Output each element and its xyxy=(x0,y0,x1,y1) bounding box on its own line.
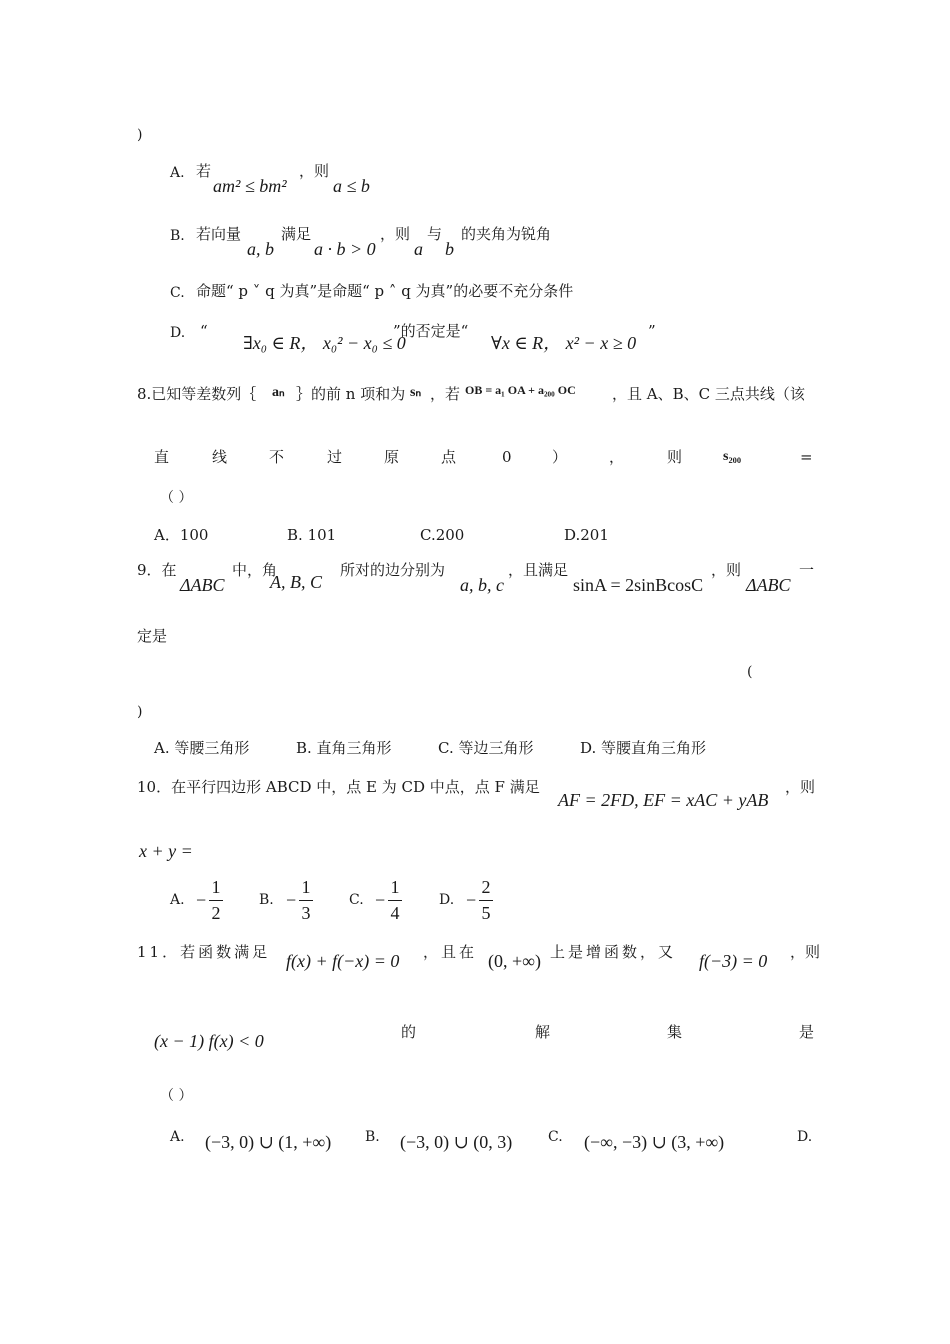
q10-option-a-fraction xyxy=(209,877,223,924)
fraction-numerator: 1 xyxy=(211,877,221,897)
q7-option-d-quote-close: ” xyxy=(648,322,656,340)
q7-option-b-text: 若向量 xyxy=(196,225,242,243)
fraction-bar xyxy=(388,900,402,901)
q9-option-d: D. 等腰直角三角形 xyxy=(580,739,707,757)
q7-option-d-math: ∃x₀ ∈ R， x₀² − x₀ ≤ 0 xyxy=(243,333,406,353)
q10-option-d-fraction xyxy=(479,877,493,924)
q11-option-b-label: B. xyxy=(365,1129,380,1145)
q8-line2-char: 线 xyxy=(212,448,228,466)
q11-answer-paren: （ ） xyxy=(160,1088,193,1104)
q7-option-a-math2: a ≤ b xyxy=(333,176,370,196)
fraction-numerator: 2 xyxy=(481,877,491,897)
q9-number: 9．在 xyxy=(137,561,177,579)
q11-line2-char: 是 xyxy=(799,1023,815,1041)
q10-option-c-sign: − xyxy=(375,890,386,910)
q7-option-b-math: a, b xyxy=(247,239,274,259)
q8-option-a: A．100 xyxy=(154,526,209,544)
q7-option-b-text3: ，则 xyxy=(380,225,411,243)
q11-root: f(−3) = 0 xyxy=(699,951,768,971)
q7-option-b-math4: b xyxy=(445,239,454,259)
q7-option-a-text: 若 xyxy=(196,162,212,180)
q9-text2: 所对的边分别为 xyxy=(340,561,446,579)
q9-option-c: C. 等边三角形 xyxy=(438,739,534,757)
q11-interval: (0, +∞) xyxy=(488,951,541,971)
q8-stem-part4: ，且 A、B、C 三点共线（该 xyxy=(612,385,805,403)
q7-option-b-text4: 与 xyxy=(427,225,443,243)
q11-condition: f(x) + f(−x) = 0 xyxy=(286,951,400,971)
q8-sn-symbol: sₙ xyxy=(410,385,422,400)
q7-option-d-math2: ∀x ∈ R， x² − x ≥ 0 xyxy=(491,333,637,353)
q8-vector-equation: OB = a₁ OA + a₂₀₀ OC xyxy=(465,383,576,397)
q9-paren-close: ) xyxy=(137,704,143,720)
q10-option-d-sign: − xyxy=(466,890,477,910)
q9-paren-open: ( xyxy=(747,664,753,680)
q9-text5: 一 xyxy=(799,561,815,579)
fraction-numerator: 1 xyxy=(301,877,311,897)
q11-option-a-math: (−3, 0) ∪ (1, +∞) xyxy=(205,1132,332,1152)
q11-line2-char: 集 xyxy=(667,1023,683,1041)
q11-line2-char: 解 xyxy=(535,1023,551,1041)
fraction-denominator: 2 xyxy=(211,903,221,923)
q7-option-b-text5: 的夹角为锐角 xyxy=(461,225,552,243)
q9-triangle: ΔABC xyxy=(180,575,225,595)
fraction-denominator: 3 xyxy=(301,903,311,923)
q10-condition: AF = 2FD, EF = xAC + yAB xyxy=(558,790,769,810)
q7-option-b-math2: a · b > 0 xyxy=(314,239,376,259)
q11-option-c-math: (−∞, −3) ∪ (3, +∞) xyxy=(584,1132,725,1152)
q10-then: ，则 xyxy=(785,778,816,796)
q9-option-a: A. 等腰三角形 xyxy=(154,739,250,757)
q8-an-symbol: aₙ xyxy=(272,385,285,400)
q10-option-a-label: A. xyxy=(170,892,185,908)
q11-inequality: (x − 1) f(x) < 0 xyxy=(154,1031,264,1051)
q8-option-b: B. 101 xyxy=(287,526,337,544)
q9-condition: sinA = 2sinBcosC xyxy=(573,575,704,595)
q7-option-a-then: ，则 xyxy=(299,162,330,180)
q7-option-d-label: D. xyxy=(170,325,186,341)
q8-line2-char: 不 xyxy=(269,448,285,466)
q10-option-c-label: C. xyxy=(349,892,364,908)
q7-option-b-label: B. xyxy=(170,228,185,244)
q7-option-c-label: C. xyxy=(170,285,185,301)
q8-line2-char: 则 xyxy=(667,448,683,466)
q8-option-d: D.201 xyxy=(564,526,609,544)
q8-line2-char: ） xyxy=(552,448,568,466)
fraction-denominator: 5 xyxy=(481,903,491,923)
q8-stem-part3: ，若 xyxy=(430,385,461,403)
q11-option-c-label: C. xyxy=(548,1129,563,1145)
q7-option-d-quote-open: “ xyxy=(200,322,208,340)
q8-line2-char: ， xyxy=(609,448,625,466)
fraction-bar xyxy=(299,900,313,901)
q8-line2-char: 原 xyxy=(384,448,400,466)
q9-text4: ，则 xyxy=(711,561,742,579)
fraction-numerator: 1 xyxy=(390,877,400,897)
q8-line2-char: 点 xyxy=(441,448,457,466)
q10-expression: x + y = xyxy=(139,841,193,861)
q11-option-d-label: D. xyxy=(797,1129,813,1145)
q11-option-a-label: A. xyxy=(170,1129,185,1145)
fraction-bar xyxy=(209,900,223,901)
q8-s200-symbol: s₂₀₀ xyxy=(723,449,742,464)
q11-text3: 上是增函数，又 xyxy=(550,943,677,961)
q8-line2-char: 过 xyxy=(327,448,343,466)
q7-option-b-math3: a xyxy=(414,239,423,259)
q11-text4: ，则 xyxy=(790,943,821,961)
q11-stem: 11．若函数满足 xyxy=(137,943,271,961)
q8-line2-char: 直 xyxy=(154,448,170,466)
q9-line2: 定是 xyxy=(137,627,168,645)
q7-option-b-text2: 满足 xyxy=(281,225,312,243)
q9-angles: A, B, C xyxy=(270,572,322,592)
q9-triangle2: ΔABC xyxy=(746,575,791,595)
q11-line2-char: 的 xyxy=(401,1023,417,1041)
fraction-denominator: 4 xyxy=(390,903,400,923)
q10-option-a-sign: − xyxy=(196,890,207,910)
q7-option-c-text: 命题“ p ˅ q 为真”是命题“ p ˄ q 为真”的必要不充分条件 xyxy=(196,282,574,300)
q7-option-a-math: am² ≤ bm² xyxy=(213,176,287,196)
q7-option-a-label: A. xyxy=(170,165,185,181)
q7-option-d-text: ”的否定是“ xyxy=(393,322,469,340)
q8-answer-paren: （ ） xyxy=(160,490,193,506)
q8-option-c: C.200 xyxy=(420,526,465,544)
q9-text3: ，且满足 xyxy=(508,561,569,579)
q9-text1: 中，角 xyxy=(232,561,278,579)
q11-option-b-math: (−3, 0) ∪ (0, 3) xyxy=(400,1132,513,1152)
fraction-bar xyxy=(479,900,493,901)
q9-option-b: B. 直角三角形 xyxy=(296,739,392,757)
q8-stem-part2: ｝的前 n 项和为 xyxy=(296,385,406,403)
q11-text2: ，且在 xyxy=(423,943,478,961)
q10-option-b-fraction xyxy=(299,877,313,924)
q8-equals: = xyxy=(800,448,813,466)
q10-option-d-label: D. xyxy=(439,892,455,908)
q10-option-c-fraction xyxy=(388,877,402,924)
q10-option-b-sign: − xyxy=(286,890,297,910)
q10-option-b-label: B. xyxy=(259,892,274,908)
q9-sides: a, b, c xyxy=(460,575,504,595)
q8-stem-part1: 8.已知等差数列｛ xyxy=(137,385,257,403)
q8-line2-char: 0 xyxy=(502,448,512,466)
q7-paren-close: ) xyxy=(137,127,143,143)
q10-stem: 10．在平行四边形 ABCD 中，点 E 为 CD 中点，点 F 满足 xyxy=(137,778,540,796)
